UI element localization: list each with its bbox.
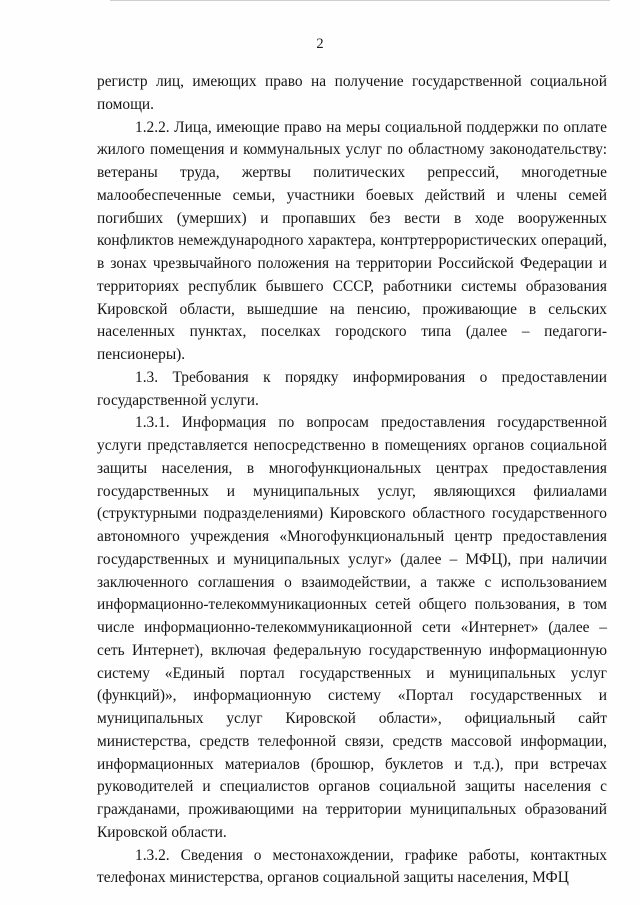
paragraph-1-2-2: 1.2.2. Лица, имеющие право на меры социальной поддержки по оплате жилого помещения и коммунальных услуг по областному законодательству: ветераны труда, жертвы политических репрессий, многодетные малообеспеченные семьи, участники боевых действий и члены семей погибших (умерших) и пропавших без вести в ходе вооруженных конфликтов немеждународного характера, контртеррористических операций, в зонах чрезвычайного положения на территории Российской Федерации и территориях республик бывшего СССР, работники системы образования Кировской области, вышедшие на пенсию, проживающие в сельских населенных пунктах, поселках городского типа (далее – педагоги-пенсионеры). [97, 118, 607, 363]
page-number: 2 [316, 36, 324, 52]
paragraph-1-3-2: 1.3.2. Сведения о местонахождении, графике работы, контактных телефонах министерства, органов социальной защиты населения, МФЦ [97, 846, 607, 887]
scan-edge-line [110, 0, 610, 1]
paragraph-register-continuation: регистр лиц, имеющих право на получение государственной социальной помощи. [97, 73, 607, 113]
document-body [97, 71, 607, 890]
paragraph-1-3: 1.3. Требования к порядку информирования о предоставлении государственной услуги. [97, 368, 607, 409]
paragraph-1-3-1: 1.3.1. Информация по вопросам предоставления государственной услуги представляется непосредственно в помещениях органов социальной защиты населения, в многофункциональных центрах предоставления государственных и муниципальных услуг, являющихся филиалами (структурными подразделениями) Кировского областного государственного автономного учреждения «Многофункциональный центр предоставления государственных и муниципальных услуг» (далее – МФЦ), при наличии заключенного соглашения о взаимодействии, а также с использованием информационно-телекоммуникационных сетей общего пользования, в том числе информационно-телекоммуникационной сети «Интернет» (далее – сеть Интернет), включая федеральную государственную информационную систему «Единый портал государственных и муниципальных услуг (функций)», информационную систему «Портал государственных и муниципальных услуг Кировской области», официальный сайт министерства, средств телефонной связи, средств массовой информации, информационных материалов (брошюр, буклетов и т.д.), при встречах руководителей и специалистов органов социальной защиты населения с гражданами, проживающими на территории муниципальных образований Кировской области. [97, 414, 607, 841]
